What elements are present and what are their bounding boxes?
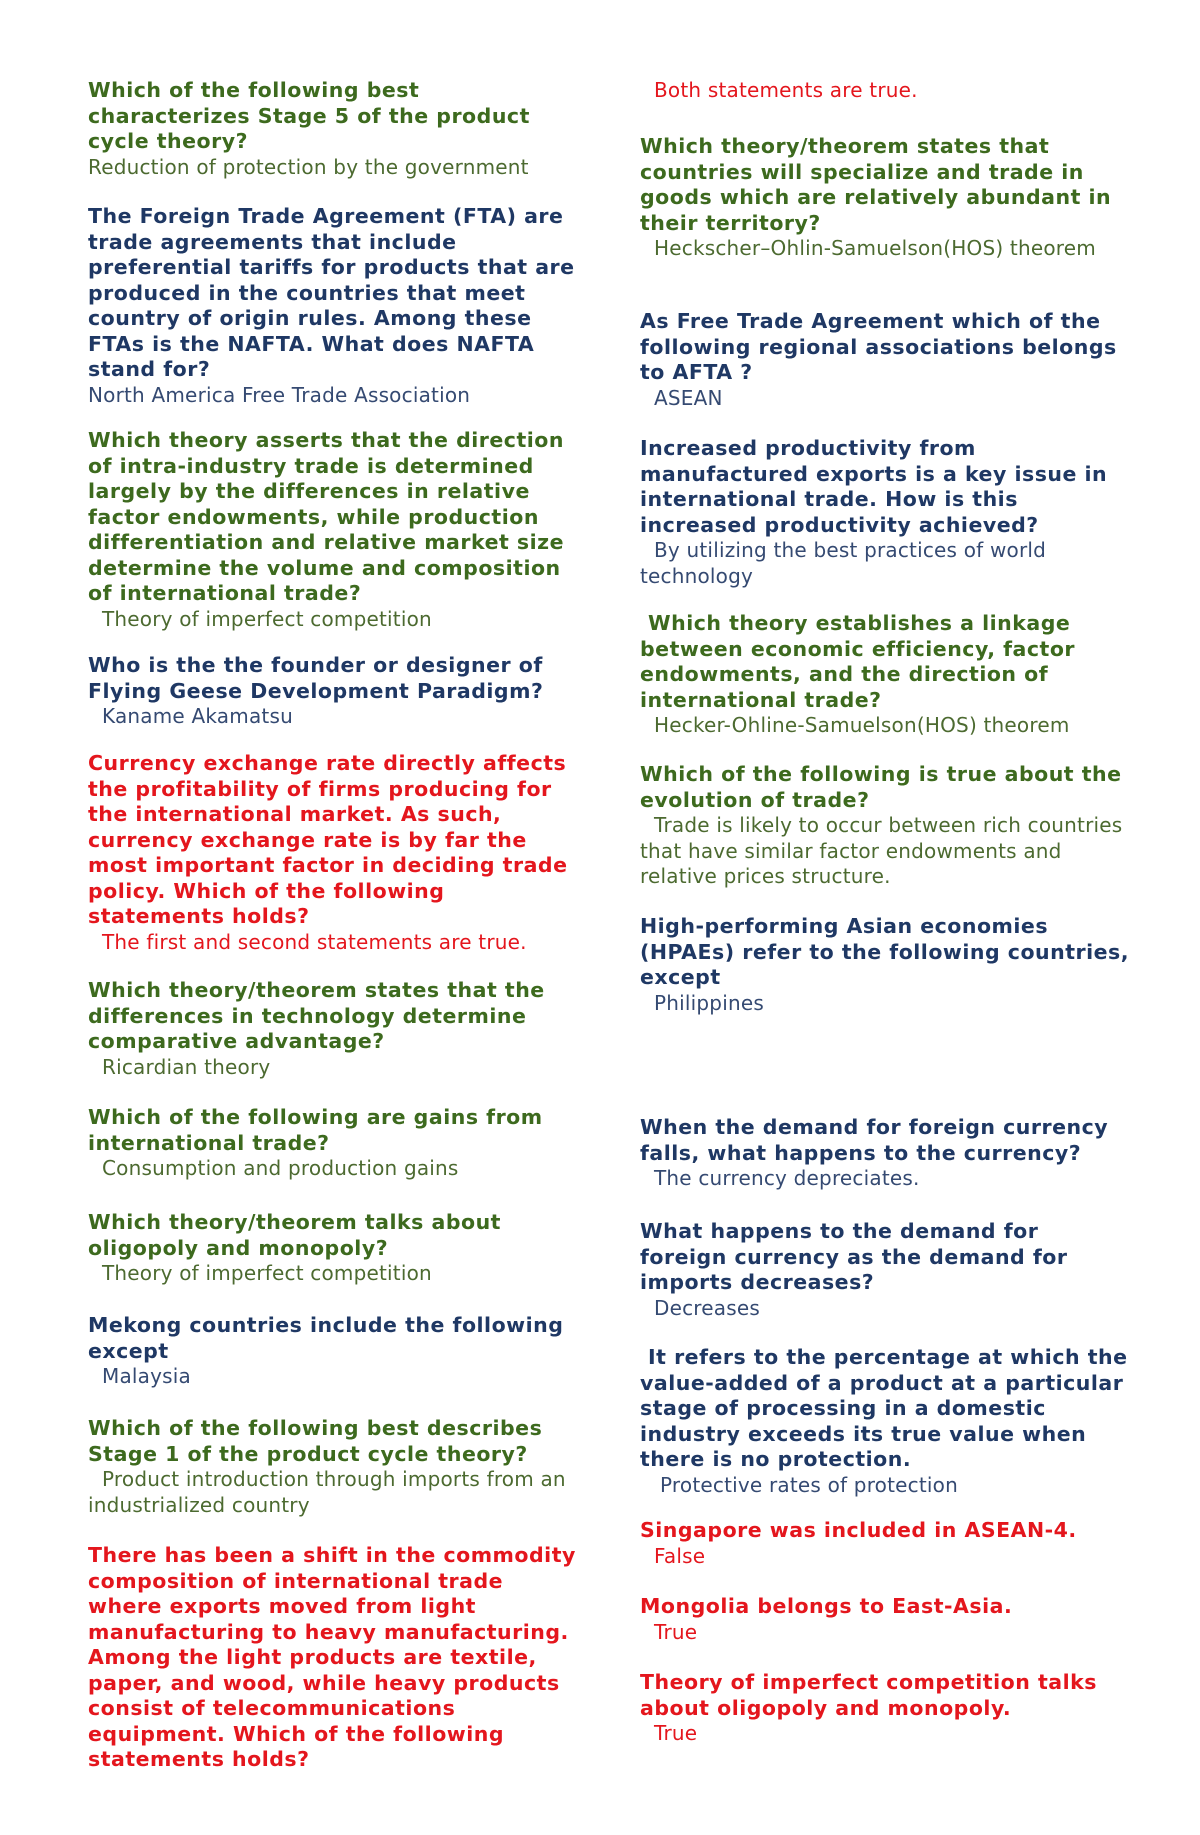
- question-text: When the demand for foreign currency falls, what happens to the currency?: [640, 1115, 1109, 1165]
- answer-text: The currency depreciates.: [654, 1166, 920, 1190]
- answer-text: Philippines: [654, 990, 764, 1015]
- qa-item: [640, 436, 1130, 589]
- qa-item: [88, 1416, 578, 1518]
- answer-text: Trade is likely to occur between rich countries that have similar factor endowments and relative prices structure.: [640, 813, 1123, 888]
- qa-item: [88, 204, 578, 408]
- qa-item: [88, 78, 578, 180]
- answer-text: Hecker-Ohline-Samuelson(HOS) theorem: [654, 713, 1070, 737]
- question-text: Which of the following best characterizes Stage 5 of the product cycle theory?: [88, 78, 530, 153]
- qa-item: [640, 1219, 1130, 1321]
- answer-text: The first and second statements are true.: [102, 929, 527, 954]
- answer-text: Protective rates of protection: [660, 1472, 958, 1497]
- question-text: Which theory establishes a linkage between economic efficiency, factor endowments, and the direction of international trade?: [640, 611, 1076, 712]
- qa-item: [640, 611, 1130, 739]
- qa-item: [88, 428, 578, 632]
- question-text: Which theory/theorem states that countries will specialize and trade in goods which are relatively abundant in their territory?: [640, 134, 1112, 235]
- question-text: Increased productivity from manufactured exports is a key issue in international trade. How is this increased productivity achieved?: [640, 436, 1108, 537]
- answer-text: Theory of imperfect competition: [102, 1261, 432, 1285]
- question-text: The Foreign Trade Agreement (FTA) are trade agreements that include preferential tariffs for products that are produced in the countries that meet country of origin rules. Among these FTAs is the NAFTA. What does NAFTA stand for?: [88, 204, 575, 381]
- question-text: Mekong countries include the following except: [88, 1313, 564, 1363]
- qa-item: [640, 1518, 1130, 1569]
- answer-text: True: [654, 1619, 698, 1644]
- question-text: High-performing Asian economies (HPAEs) refer to the following countries, except: [640, 914, 1130, 989]
- question-text: There has been a shift in the commodity composition of international trade where exports moved from light manufacturing to heavy manufacturing. Among the light products are textile, paper, and wood, while heavy products consist of telecommunications equipment. Which of the following statements holds?: [88, 1543, 576, 1771]
- qa-item: [88, 1543, 578, 1773]
- question-text: Which of the following best describes Stage 1 of the product cycle theory?: [88, 1416, 543, 1466]
- question-text: Which theory asserts that the direction of intra-industry trade is determined largely by the differences in relative factor endowments, while production differentiation and relative market size determine the volume and composition of international trade?: [88, 428, 564, 605]
- qa-item: [640, 914, 1130, 1016]
- qa-item: [88, 1313, 578, 1390]
- question-text: Who is the the founder or designer of Flying Geese Development Paradigm?: [88, 653, 544, 703]
- answer-text: Ricardian theory: [102, 1054, 271, 1079]
- qa-item: [640, 134, 1130, 262]
- answer-text: Heckscher–Ohlin-Samuelson(HOS) theorem: [654, 236, 1096, 260]
- qa-item: [88, 751, 578, 955]
- answer-text: ASEAN: [654, 385, 723, 410]
- question-text: What happens to the demand for foreign currency as the demand for imports decreases?: [640, 1219, 1068, 1294]
- answer-text: North America Free Trade Association: [88, 382, 471, 407]
- answer-text: Kaname Akamatsu: [102, 704, 293, 728]
- answer-text: By utilizing the best practices of world technology: [640, 538, 1047, 588]
- question-text: Mongolia belongs to East-Asia.: [640, 1594, 1013, 1618]
- question-text: Theory of imperfect competition talks about oligopoly and monopoly.: [640, 1670, 1097, 1720]
- qa-item: [640, 1115, 1130, 1192]
- question-text: It refers to the percentage at which the value-added of a product at a particular stage of processing in a domestic industry exceeds its true value when there is no protection.: [640, 1345, 1128, 1471]
- qa-item: [640, 1345, 1130, 1498]
- qa-item: [88, 1105, 578, 1182]
- qa-item: [640, 1594, 1130, 1645]
- answer-text: Decreases: [654, 1295, 760, 1320]
- qa-item: [640, 309, 1130, 411]
- answer-text: True: [654, 1721, 698, 1745]
- qa-item: [88, 1210, 578, 1287]
- answer-text: Reduction of protection by the government: [88, 154, 529, 179]
- question-text: As Free Trade Agreement which of the following regional associations belongs to AFTA ?: [640, 309, 1117, 384]
- qa-item: [640, 78, 1130, 104]
- question-text: Which theory/theorem states that the differences in technology determine comparative advantage?: [88, 978, 545, 1053]
- answer-text: Both statements are true.: [654, 78, 918, 102]
- question-text: Currency exchange rate directly affects the profitability of firms producing for the international market. As such, currency exchange rate is by far the most important factor in deciding trade policy. Which of the following statements holds?: [88, 751, 568, 928]
- question-text: Which theory/theorem talks about oligopoly and monopoly?: [88, 1210, 501, 1260]
- qa-item: [640, 762, 1130, 890]
- answer-text: Consumption and production gains: [102, 1156, 459, 1180]
- answer-text: Product introduction through imports from an industrialized country: [88, 1467, 566, 1517]
- question-text: Singapore was included in ASEAN-4.: [640, 1518, 1077, 1542]
- qa-item: [88, 978, 578, 1080]
- answer-text: Malaysia: [102, 1364, 191, 1388]
- qa-item: [88, 653, 578, 730]
- qa-item: [640, 1670, 1130, 1747]
- answer-text: False: [654, 1543, 706, 1568]
- question-text: Which of the following are gains from international trade?: [88, 1105, 543, 1155]
- question-text: Which of the following is true about the evolution of trade?: [640, 762, 1122, 812]
- answer-text: Theory of imperfect competition: [102, 606, 432, 631]
